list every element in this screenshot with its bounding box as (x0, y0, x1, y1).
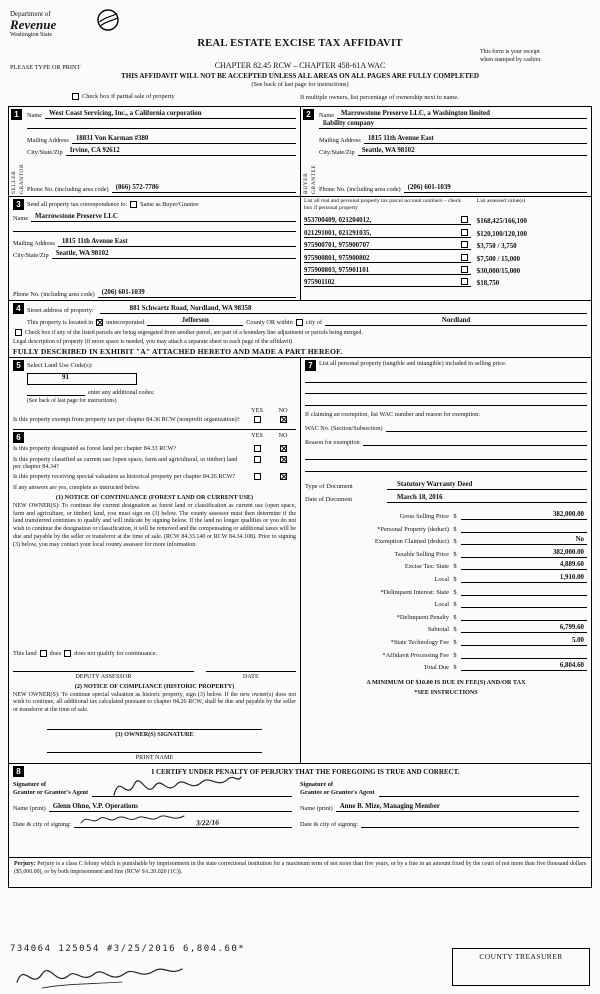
grantee-agent-label: Grantee or Grantee's Agent (300, 788, 375, 796)
exemption-reason-field[interactable] (363, 437, 587, 446)
parcel-row (304, 238, 588, 250)
parties-section (9, 107, 591, 197)
street-address-label: Street address of property: (27, 307, 94, 314)
acceptance-warning: THIS AFFIDAVIT WILL NOT BE ACCEPTED UNLESS ALL AREAS ON ALL PAGES ARE FULLY COMPLETED (121, 72, 479, 80)
fee-label: Gross Selling Price (399, 513, 449, 521)
fee-label: Local (434, 576, 449, 584)
print-name-line[interactable] (47, 744, 262, 753)
see-instructions-note: *SEE INSTRUCTIONS (414, 689, 478, 697)
land-use-code-field[interactable]: 91 (27, 373, 137, 385)
dollar-sign: $ (453, 525, 457, 533)
fee-amount-field[interactable]: 1,910.00 (461, 574, 587, 583)
assessed-value[interactable]: $3,750 / 3,750 (476, 243, 517, 251)
perjury-notice (9, 858, 591, 887)
dor-emblem-icon (96, 8, 120, 32)
exemption-reason-line[interactable] (305, 460, 587, 472)
fee-amount-field[interactable] (461, 587, 587, 596)
section-8-badge: 8 (13, 766, 24, 777)
minimum-fee-note: A MINIMUM OF $10.00 IS DUE IN FEE(S) AND/OR TAX (366, 679, 526, 687)
yes-column-header: YES (251, 431, 263, 439)
date-of-document-label: Date of Document (305, 495, 353, 503)
grantee-date-city-label: Date & city of signing: (300, 820, 359, 828)
buyer-name-label: Name (319, 112, 335, 119)
correspondence-fields (9, 197, 300, 300)
parcel-numbers[interactable]: 975901102 (304, 279, 335, 287)
does-not-qualify-checkbox[interactable] (64, 650, 71, 657)
dollar-sign: $ (453, 601, 457, 609)
grantor-name-print-label: Name (print) (13, 804, 46, 812)
parcel-row (304, 275, 588, 287)
unincorporated-label: unincorporated (106, 319, 145, 326)
dollar-sign: $ (453, 613, 457, 621)
form-header (0, 0, 600, 106)
grantor-signature (108, 765, 243, 807)
owners-signature-label: (3) OWNER(S) SIGNATURE (115, 731, 194, 738)
land-use-column (9, 358, 301, 763)
section-3-badge: 3 (13, 199, 24, 210)
corr-address-label: Mailing Address (13, 240, 55, 247)
assessed-value[interactable]: $120,100/120,100 (476, 230, 527, 238)
section-2-badge: 2 (303, 109, 314, 120)
section-5-badge: 5 (13, 360, 24, 371)
corr-phone-label: Phone No. (including area code) (13, 291, 95, 298)
current-use-no-checkbox[interactable] (280, 456, 287, 463)
seller-grantor-box (9, 107, 300, 196)
certification-statement: I CERTIFY UNDER PENALTY OF PERJURY THAT THE FOREGOING IS TRUE AND CORRECT. (151, 767, 460, 776)
assessed-values-header: List assessed value(s) (476, 198, 526, 204)
section-7-badge: 7 (305, 360, 316, 371)
seller-grantor-side-label: SELLER GRANTOR (11, 163, 25, 194)
dollar-sign: $ (453, 563, 457, 571)
certification-section (9, 764, 591, 858)
grantor-date-city-field[interactable] (74, 818, 292, 828)
additional-codes-label: enter any additional codes: (88, 389, 155, 396)
signature-of-label: Signature of (13, 781, 46, 788)
parcel-numbers[interactable]: 975900701, 975900707 (304, 242, 370, 250)
buyer-grantee-box (300, 107, 591, 196)
fee-amount-field[interactable]: 6,804.60 (461, 662, 587, 671)
exemption-reason-line[interactable] (305, 449, 587, 461)
corr-citystatezip-label: City/State/Zip (13, 252, 49, 259)
see-back-note: (See back of last page for instructions) (251, 81, 349, 88)
print-name-label: PRINT NAME (135, 754, 174, 761)
dollar-sign: $ (453, 588, 457, 596)
perjury-text: Perjury is a class C felony which is punishable by imprisonment in the state correctional institution for a maximum term of not more than five years, or by a fine in an amount fixed by the court of not more than five thousand dollars ($5,000.00), or by both imprisonment and fine (RCW 9A.20.020 (1C)). (14, 861, 586, 875)
located-in-label: This property is located in (27, 319, 94, 326)
personal-property-checkbox[interactable] (461, 254, 468, 261)
dollar-sign: $ (453, 550, 457, 558)
personal-property-line[interactable] (305, 371, 587, 383)
current-use-question: Is this property classified as current use (open space, farm and agricultural, or timber) land per chapter 84.34? (13, 455, 238, 471)
dollar-sign: $ (453, 626, 457, 634)
fee-label: *Delinquent Penalty (396, 613, 449, 621)
personal-property-checkbox[interactable] (461, 216, 468, 223)
grantee-name-print-label: Name (print) (300, 804, 333, 812)
historic-no-checkbox[interactable] (280, 473, 287, 480)
fee-amount-field[interactable]: 4,889.60 (461, 561, 587, 570)
fee-label: *Affidavit Processing Fee (382, 651, 449, 659)
personal-property-checkbox[interactable] (461, 241, 468, 248)
seller-citystatezip-label: City/State/Zip (27, 149, 63, 156)
type-of-document-label: Type of Document (305, 482, 353, 490)
send-correspondence-label: Send all property tax correspondence to: (27, 201, 128, 208)
buyer-grantee-side-label: BUYER GRANTEE (303, 164, 317, 194)
exemption-reason-label: Reason for exemption (305, 438, 360, 446)
unincorporated-checkbox[interactable] (96, 319, 103, 326)
fee-label: Total Due (423, 664, 449, 672)
partial-sale-checkbox[interactable] (72, 93, 79, 100)
wac-number-field[interactable] (386, 423, 587, 432)
current-use-yes-checkbox[interactable] (254, 456, 261, 463)
continuance-prefix: This land (13, 649, 37, 657)
fee-label: *State Technology Fee (390, 639, 449, 647)
same-as-buyer-label: Same as Buyer/Grantee (140, 201, 199, 208)
notice-compliance-body: NEW OWNER(S): To continue special valuation as historic property, sign (3) below. If the new owner(s) does not wish to continue, all additional tax calculated pursuant to chapter 84.26 RCW, shall be due and payable by the seller or transferor at the time of sale. (13, 691, 296, 714)
fee-label: Subtotal (427, 626, 449, 634)
segregated-label: Check box if any of the listed parcels are being segregated from another parcel, are part of a boundary line adjustment or parcels being merged. (25, 329, 363, 336)
fee-amount-field[interactable] (461, 599, 587, 608)
parcel-row (304, 263, 588, 275)
selling-price-column (301, 358, 591, 763)
buyer-citystatezip-field[interactable]: Seattle, WA 98102 (358, 147, 587, 156)
county-field[interactable]: Jefferson (147, 317, 243, 326)
fee-amount-field[interactable]: 6,799.60 (461, 624, 587, 633)
exemption-claim-label: If claiming an exemption, list WAC number and reason for exemption: (305, 410, 480, 418)
grantee-signature-line[interactable] (379, 787, 579, 797)
notice-compliance-title: (2) NOTICE OF COMPLIANCE (HISTORIC PROPERTY) (74, 682, 235, 690)
assessed-value[interactable]: $7,500 / 15,000 (476, 255, 521, 263)
dollar-sign: $ (453, 664, 457, 672)
personal-property-checkbox[interactable] (461, 278, 468, 285)
fee-label: *Personal Property (deduct) (377, 525, 449, 533)
owners-signature-line[interactable] (47, 721, 262, 730)
fee-amount-field[interactable]: 382,000.00 (461, 549, 587, 558)
parcel-numbers[interactable]: 953700409, 021204012, (304, 217, 372, 225)
date-label: DATE (242, 672, 259, 680)
seller-address-field[interactable]: 18831 Von Karman #380 (72, 135, 296, 144)
legal-description-label: Legal description of property (if more space is needed, you may attach a separate sheet to each page of the affidavit) (13, 339, 293, 345)
grantee-name-print-field[interactable]: Anne B. Mize, Managing Member (336, 803, 579, 812)
personal-property-line[interactable] (305, 383, 587, 395)
chapter-line: CHAPTER 82.45 RCW – CHAPTER 458-61A WAC (214, 61, 386, 70)
fee-label: *Delinquent Interest: State (380, 588, 449, 596)
county-or-within-label: County OR within (246, 319, 293, 326)
street-address-field[interactable]: 881 Schwartz Road, Nordland, WA 98358 (100, 305, 587, 314)
county-treasurer-label: COUNTY TREASURER (479, 952, 563, 961)
section-6-badge: 6 (13, 432, 24, 443)
cashier-receipt-stamp: 734064 125054 #3/25/2016 6,804.60* (10, 944, 246, 954)
yes-column-header: YES (251, 407, 263, 414)
parcel-numbers-header: List all real and personal property tax parcel account numbers – check box if personal property (304, 198, 462, 211)
grantee-signature-block (300, 781, 587, 797)
assessed-value[interactable]: $30,000/15,000 (476, 267, 521, 275)
fee-amount-field[interactable]: No (461, 536, 587, 545)
parcel-row (304, 225, 588, 237)
dollar-sign: $ (453, 513, 457, 521)
receipt-note: This form is your receipt when stamped by cashier. (480, 49, 542, 64)
personal-property-label: List all personal property (tangible and intangible) included in selling price. (319, 360, 507, 367)
please-type-or-print: PLEASE TYPE OR PRINT (10, 64, 81, 71)
fee-amount-field[interactable]: 382,000.00 (461, 511, 587, 520)
perjury-label: Perjury: (14, 861, 36, 867)
personal-property-checkbox[interactable] (461, 266, 468, 273)
notice-continuance-title: (1) NOTICE OF CONTINUANCE (FOREST LAND OR CURRENT USE) (55, 493, 254, 501)
dor-logo-text: Department of (10, 10, 51, 18)
fee-amount-field[interactable]: 5.00 (461, 637, 587, 646)
parcel-row (304, 213, 588, 225)
corr-citystatezip-field[interactable]: Seattle, WA 98102 (52, 250, 296, 259)
exempt-no-checkbox[interactable] (280, 416, 287, 423)
county-treasurer-box (452, 948, 590, 986)
grantor-signature-block (13, 781, 300, 797)
dollar-sign: $ (453, 639, 457, 647)
classification-section (13, 429, 296, 761)
corr-name-line2[interactable] (13, 223, 296, 232)
dollar-sign: $ (453, 651, 457, 659)
corr-address-field[interactable]: 1815 11th Avenue East (58, 238, 296, 247)
dor-logo: Department of Revenue Washington State (10, 10, 140, 38)
seller-name-field[interactable]: West Coast Servicing, Inc., a California corporation (45, 110, 296, 119)
form-title: REAL ESTATE EXCISE TAX AFFIDAVIT (197, 38, 403, 49)
section-1-badge: 1 (11, 109, 22, 120)
exempt-question: Is this property exempt from property tax per chapter 84.36 RCW (nonprofit organization)? (13, 416, 240, 423)
see-back-note-2: (See back of last page for instructions) (27, 398, 117, 404)
same-as-buyer-checkbox[interactable] (130, 201, 137, 208)
forest-yes-checkbox[interactable] (254, 445, 261, 452)
seller-name-field-line2[interactable] (27, 120, 296, 129)
grantor-name-print-field[interactable]: Glenn Ohno, V.P. Operations (49, 803, 292, 812)
buyer-name-field-line2[interactable]: liability company (319, 120, 587, 129)
exempt-yes-checkbox[interactable] (254, 416, 261, 423)
notice-continuance-body: NEW OWNER(S): To continue the current designation as forest land or classification as current use (open space, farm and agriculture, or timber) land, you must sign on (3) below. The county assessor must then determine if the land transferred continues to qualify and will indicate by signing below. If the land no longer qualifies or you do not wish to continue the designation or classification, it will be removed and the compensating or additional taxes will be due and payable by the seller or transferor at the time of sale. (RCW 84.33.140 or RCW 84.34.108). Prior to signing (3) below, you may contact your local county assessor for more information. (13, 502, 296, 548)
forest-no-checkbox[interactable] (280, 445, 287, 452)
form-body (8, 106, 592, 888)
buyer-address-label: Mailing Address (319, 137, 361, 144)
signature-of-label: Signature of (300, 781, 333, 788)
legal-description-field[interactable]: FULLY DESCRIBED IN EXHIBIT "A" ATTACHED HERETO AND MADE A PART HEREOF. (13, 347, 343, 356)
land-use-label: Select Land Use Code(s): (27, 362, 93, 369)
seller-citystatezip-field[interactable]: Irvine, CA 92612 (66, 147, 296, 156)
segregated-checkbox[interactable] (15, 329, 22, 336)
multiple-owners-note: If multiple owners, list percentage of ownership next to name. (300, 94, 459, 101)
grantor-agent-label: Grantor or Grantor's Agent (13, 788, 89, 796)
personal-property-checkbox[interactable] (461, 229, 468, 236)
corr-name-label: Name (13, 215, 29, 222)
parcel-list (300, 197, 591, 300)
does-qualify-checkbox[interactable] (40, 650, 47, 657)
historic-yes-checkbox[interactable] (254, 473, 261, 480)
no-column-header: NO (278, 407, 288, 414)
property-location-section (9, 301, 591, 358)
city-field[interactable]: Nordland (325, 317, 587, 326)
bottom-handwriting (12, 958, 187, 992)
handwritten-city (78, 810, 188, 828)
deputy-date-line[interactable] (206, 663, 296, 672)
dollar-sign: $ (453, 576, 457, 584)
buyer-phone-label: Phone No. (including area code) (319, 186, 401, 193)
seller-phone-label: Phone No. (including area code) (27, 186, 109, 193)
date-of-document-field[interactable]: March 18, 2016 (387, 494, 587, 503)
buyer-name-field[interactable]: Marrowstone Preserve LLC, a Washington limited (337, 110, 587, 119)
seller-name-label: Name (27, 112, 43, 119)
city-of-label: city of (305, 319, 323, 326)
seller-address-label: Mailing Address (27, 137, 69, 144)
parcel-numbers[interactable]: 021291001, 021291035, (304, 229, 372, 237)
assessed-value[interactable]: $18,750 (476, 280, 500, 288)
type-of-document-field[interactable]: Statutory Warranty Deed (387, 481, 587, 490)
historic-question: Is this property receiving special valuation as historical property per chapter 84.26 RCW? (13, 473, 236, 480)
fee-label: Local (434, 601, 449, 609)
fee-label: Excise Tax: State (404, 563, 449, 571)
fee-label: Exemption Claimed (deduct) (374, 538, 449, 546)
buyer-address-field[interactable]: 1815 11th Avenue East (364, 135, 587, 144)
does-label: does (49, 649, 62, 657)
fee-amount-field[interactable] (461, 612, 587, 621)
buyer-phone-field[interactable]: (206) 601-1039 (404, 184, 587, 193)
partial-sale-label: Check box if partial sale of property (82, 93, 175, 100)
wac-number-label: WAC No. (Section/Subsection) (305, 424, 383, 432)
section-4-badge: 4 (13, 303, 24, 314)
no-column-header: NO (278, 431, 288, 439)
fee-amount-field[interactable] (461, 650, 587, 659)
partial-sale-row (8, 93, 592, 106)
corr-name-field[interactable]: Marrowstone Preserve LLC (31, 213, 296, 222)
personal-property-line[interactable] (305, 394, 587, 406)
middle-columns (9, 358, 591, 764)
fee-amount-field[interactable] (461, 524, 587, 533)
deputy-assessor-label: DEPUTY ASSESSOR (75, 672, 132, 680)
parcel-numbers[interactable]: 975900801, 975900802 (304, 254, 370, 262)
if-yes-note: If any answers are yes, complete as instructed below. (13, 484, 141, 491)
fee-label: Taxable Selling Price (394, 550, 449, 558)
parcel-row (304, 250, 588, 262)
dollar-sign: $ (453, 538, 457, 546)
parcel-numbers[interactable]: 975900803, 975901101 (304, 266, 370, 274)
handwritten-date: 3/22/16 (195, 817, 220, 828)
corr-phone-field[interactable]: (206) 601-1039 (98, 289, 296, 298)
grantor-date-city-label: Date & city of signing: (13, 820, 72, 828)
additional-codes-field[interactable] (27, 388, 85, 396)
city-checkbox[interactable] (296, 319, 303, 326)
assessed-value[interactable]: $168,425/166,100 (476, 218, 527, 226)
grantee-date-city-field[interactable] (361, 819, 579, 828)
buyer-citystatezip-label: City/State/Zip (319, 149, 355, 156)
tax-correspondence-section (9, 197, 591, 301)
deputy-assessor-signature-line[interactable] (13, 663, 194, 672)
seller-phone-field[interactable]: (866) 572-7786 (112, 184, 296, 193)
does-not-label: does not qualify for continuance. (74, 649, 158, 657)
forest-land-question: Is this property designated as forest land per chapter 84.33 RCW? (13, 444, 177, 452)
